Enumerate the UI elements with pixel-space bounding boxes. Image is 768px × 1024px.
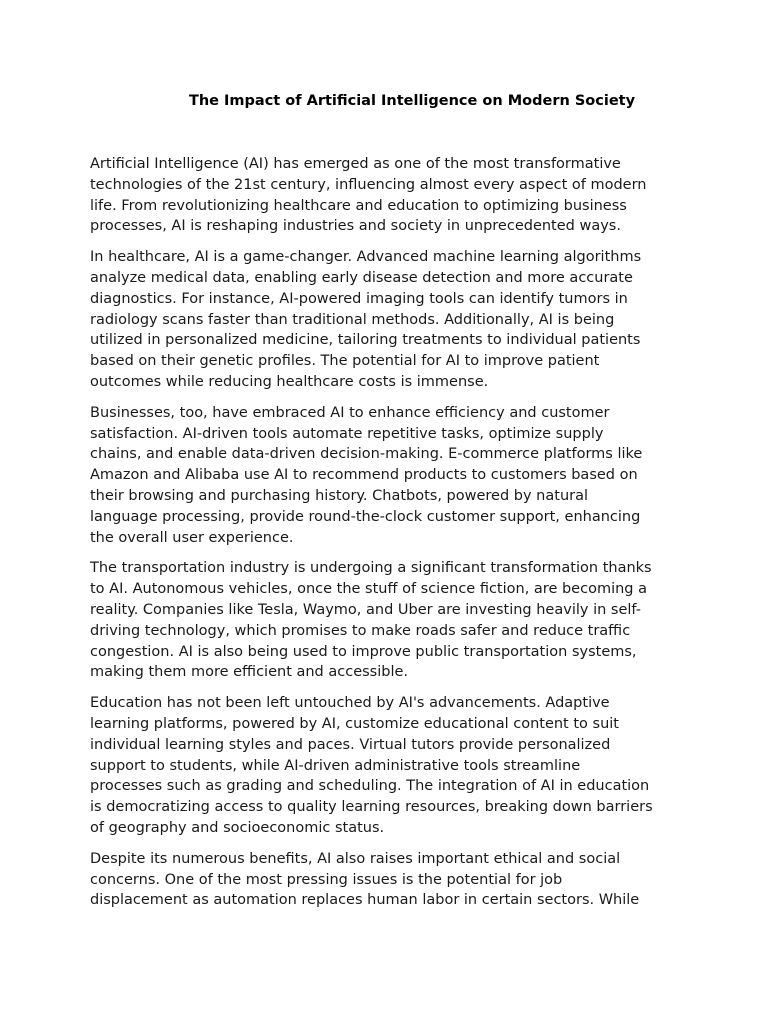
paragraph-line: their browsing and purchasing history. Chatbots, powered by natural xyxy=(90,487,589,504)
paragraph-line: congestion. AI is also being used to improve public transportation systems, xyxy=(90,643,637,660)
paragraph-line: to AI. Autonomous vehicles, once the stuff of science fiction, are becoming a xyxy=(90,581,647,598)
paragraph-line: concerns. One of the most pressing issues is the potential for job xyxy=(90,871,563,888)
paragraph-line: In healthcare, AI is a game-changer. Advanced machine learning algorithms xyxy=(90,249,642,266)
paragraph-line: support to students, while AI-driven administrative tools streamline xyxy=(90,757,581,774)
paragraph-line: Businesses, too, have embraced AI to enhance efficiency and customer xyxy=(90,404,610,421)
paragraph-line: is democratizing access to quality learning resources, breaking down barriers xyxy=(90,799,653,816)
paragraph xyxy=(90,693,690,839)
paragraph-line: making them more efficient and accessible. xyxy=(90,664,409,681)
paragraph-line: the overall user experience. xyxy=(90,529,294,546)
paragraph-line: displacement as automation replaces human labor in certain sectors. While xyxy=(90,892,640,909)
paragraph-line: The transportation industry is undergoing a significant transformation thanks xyxy=(90,560,652,577)
paragraph-line: driving technology, which promises to make roads safer and reduce traffic xyxy=(90,622,631,639)
paragraph-line: Artificial Intelligence (AI) has emerged as one of the most transformative xyxy=(90,156,621,172)
paragraph xyxy=(90,558,690,683)
paragraph-line: outcomes while reducing healthcare costs is immense. xyxy=(90,373,489,390)
paragraph-line: Education has not been left untouched by AI's advancements. Adaptive xyxy=(90,695,610,712)
paragraph-line: radiology scans faster than traditional methods. Additionally, AI is being xyxy=(90,311,615,328)
paragraph-line: individual learning styles and paces. Virtual tutors provide personalized xyxy=(90,736,611,753)
paragraph xyxy=(90,154,690,237)
paragraph-line: language processing, provide round-the-clock customer support, enhancing xyxy=(90,508,641,525)
paragraph-line: learning platforms, powered by AI, customize educational content to suit xyxy=(90,715,619,732)
paragraph-line: satisfaction. AI-driven tools automate repetitive tasks, optimize supply xyxy=(90,425,604,442)
document-body xyxy=(90,154,690,921)
paragraph-line: life. From revolutionizing healthcare and education to optimizing business xyxy=(90,197,627,214)
paragraph-line: reality. Companies like Tesla, Waymo, and Uber are investing heavily in self- xyxy=(90,601,641,618)
paragraph-line: processes such as grading and scheduling. The integration of AI in education xyxy=(90,778,650,795)
paragraph-line: Amazon and Alibaba use AI to recommend products to customers based on xyxy=(90,467,638,484)
paragraph xyxy=(90,849,690,911)
paragraph-line: processes, AI is reshaping industries and society in unprecedented ways. xyxy=(90,218,621,235)
paragraph xyxy=(90,247,690,393)
paragraph-line: technologies of the 21st century, influencing almost every aspect of modern xyxy=(90,176,647,193)
paragraph-line: diagnostics. For instance, AI-powered imaging tools can identify tumors in xyxy=(90,290,628,307)
paragraph-line: analyze medical data, enabling early disease detection and more accurate xyxy=(90,269,633,286)
paragraph-line: Despite its numerous benefits, AI also raises important ethical and social xyxy=(90,850,621,867)
document-title: The Impact of Artificial Intelligence on Modern Society xyxy=(188,93,636,109)
paragraph-line: based on their genetic profiles. The potential for AI to improve patient xyxy=(90,353,600,370)
paragraph-line: of geography and socioeconomic status. xyxy=(90,819,385,836)
paragraph-line: chains, and enable data-driven decision-making. E-commerce platforms like xyxy=(90,446,643,463)
paragraph xyxy=(90,403,690,549)
paragraph-line: utilized in personalized medicine, tailoring treatments to individual patients xyxy=(90,332,641,349)
